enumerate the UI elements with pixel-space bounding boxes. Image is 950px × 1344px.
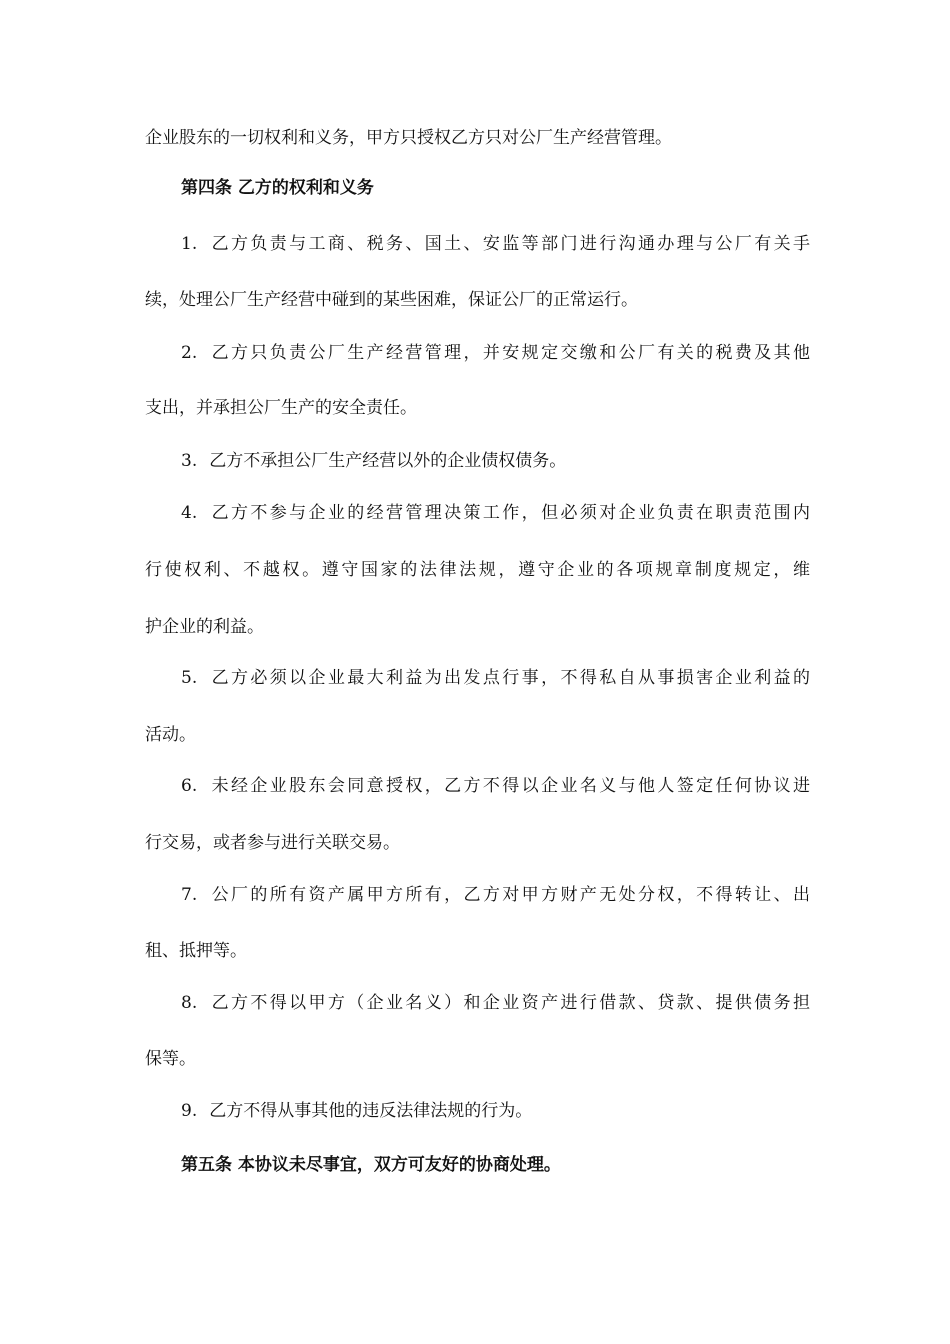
section-heading: 第四条 乙方的权利和义务 (181, 178, 374, 198)
list-number: 6. (181, 776, 198, 796)
list-item-text: 乙方负责与工商、税务、国土、安监等部门进行沟通办理与公厂有关手 (209, 234, 810, 254)
paragraph-line: 支出，并承担公厂生产的安全责任。 (145, 398, 417, 418)
list-item-text: 未经企业股东会同意授权，乙方不得以企业名义与他人签定任何协议进 (209, 776, 810, 796)
list-item-text: 乙方只负责公厂生产经营管理，并安规定交缴和公厂有关的税费及其他 (209, 343, 810, 363)
list-item (181, 232, 810, 256)
list-item (181, 991, 810, 1015)
list-number: 4. (181, 503, 198, 523)
list-item (181, 1099, 810, 1123)
list-item (181, 449, 810, 473)
list-item-text: 乙方不承担公厂生产经营以外的企业债权债务。 (209, 451, 567, 471)
list-item-text: 乙方不参与企业的经营管理决策工作，但必须对企业负责在职责范围内 (209, 503, 810, 523)
list-item-text: 乙方必须以企业最大利益为出发点行事，不得私自从事损害企业利益的 (209, 668, 810, 688)
list-number: 9. (181, 1101, 198, 1121)
paragraph-line: 续，处理公厂生产经营中碰到的某些困难，保证公厂的正常运行。 (145, 290, 638, 310)
list-item (181, 666, 810, 690)
list-number: 2. (181, 343, 198, 363)
list-number: 8. (181, 993, 198, 1013)
paragraph-line: 企业股东的一切权利和义务，甲方只授权乙方只对公厂生产经营管理。 (145, 128, 672, 148)
paragraph-line: 活动。 (145, 725, 196, 745)
paragraph-line: 行使权利、不越权。遵守国家的法律法规，遵守企业的各项规章制度规定，维 (145, 560, 810, 580)
paragraph-line: 护企业的利益。 (145, 617, 264, 637)
list-item (181, 774, 810, 798)
paragraph-line: 行交易，或者参与进行关联交易。 (145, 833, 400, 853)
list-number: 7. (181, 885, 198, 905)
paragraph-line: 租、抵押等。 (145, 941, 247, 961)
list-item (181, 341, 810, 365)
paragraph-line: 保等。 (145, 1049, 196, 1069)
list-item-text: 乙方不得以甲方（企业名义）和企业资产进行借款、贷款、提供债务担 (209, 993, 810, 1013)
list-item-text: 乙方不得从事其他的违反法律法规的行为。 (209, 1101, 533, 1121)
list-number: 1. (181, 234, 198, 254)
section-heading: 第五条 本协议未尽事宜，双方可友好的协商处理。 (181, 1155, 561, 1175)
list-item-text: 公厂的所有资产属甲方所有，乙方对甲方财产无处分权，不得转让、出 (209, 885, 810, 905)
list-item (181, 501, 810, 525)
list-number: 3. (181, 451, 198, 471)
list-number: 5. (181, 668, 198, 688)
list-item (181, 883, 810, 907)
